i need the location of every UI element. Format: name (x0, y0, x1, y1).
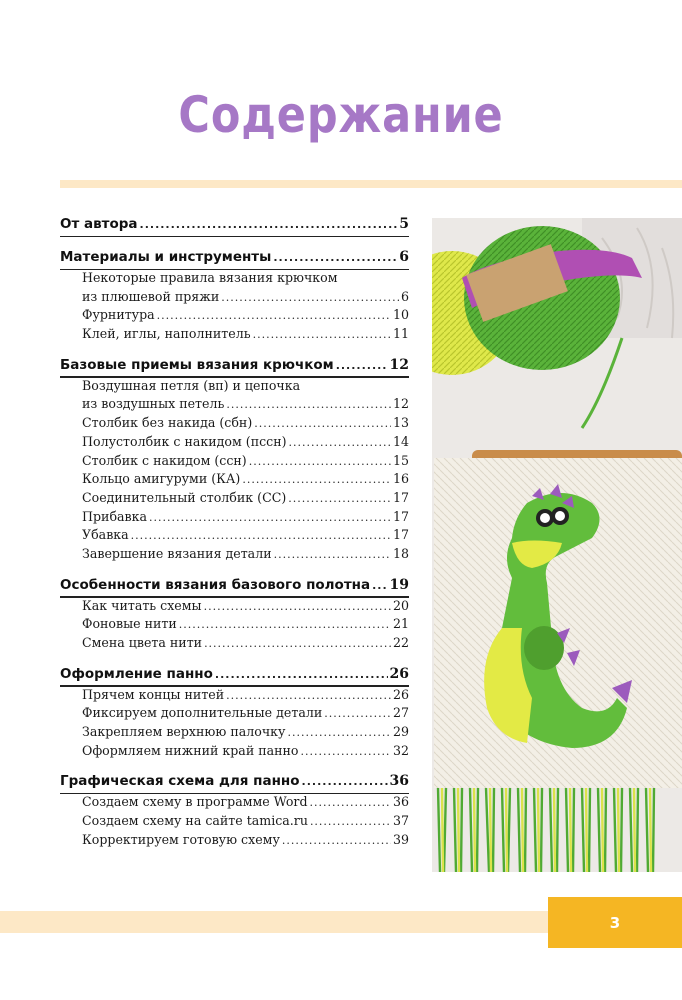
leader-dots (372, 579, 387, 592)
toc-entry-title: Фиксируем дополнительные детали (82, 705, 323, 721)
toc-entry-title: Клей, иглы, наполнитель (82, 326, 251, 342)
toc-entry[interactable] (60, 598, 409, 617)
toc-entry-title: Воздушная петля (вп) и цепочка (82, 377, 301, 393)
leader-dots (204, 600, 391, 613)
toc-entry[interactable] (60, 724, 409, 743)
toc-entry-title: Завершение вязания детали (82, 545, 272, 561)
toc-entry-page: 39 (392, 831, 409, 847)
toc-section[interactable] (60, 249, 409, 270)
leader-dots (274, 548, 391, 561)
toc-entry-title: Как читать схемы (82, 597, 202, 613)
toc-entry[interactable] (60, 396, 409, 415)
toc-entry[interactable] (60, 289, 409, 308)
toc-section-title: От автора (60, 216, 138, 232)
toc-section-title: Оформление панно (60, 665, 213, 682)
toc-section-page: 19 (389, 576, 409, 593)
leader-dots (273, 251, 397, 264)
toc-entry[interactable] (60, 453, 409, 472)
table-of-contents (60, 216, 409, 851)
bottom-divider-band (0, 911, 548, 933)
toc-section-title: Особенности вязания базового полотна (60, 576, 371, 593)
toc-entry-title: Прибавка (82, 508, 147, 524)
toc-section[interactable] (60, 666, 409, 687)
toc-entry-page: 26 (392, 686, 409, 702)
toc-entry[interactable] (60, 687, 409, 706)
toc-section-page: 12 (389, 356, 409, 373)
toc-entry[interactable] (60, 270, 409, 289)
top-divider-band (60, 180, 682, 188)
toc-entry-page: 12 (392, 396, 409, 412)
leader-dots (179, 618, 391, 631)
leader-dots (249, 455, 391, 468)
toc-entry[interactable] (60, 326, 409, 345)
toc-entry-page: 10 (392, 307, 409, 323)
toc-entry-page: 15 (392, 452, 409, 468)
leader-dots (140, 218, 398, 231)
toc-entry-title: из плюшевой пряжи (82, 288, 220, 304)
toc-entry-page: 6 (400, 288, 409, 304)
toc-entry-page: 37 (392, 813, 409, 829)
toc-entry-title: Столбик с накидом (ссн) (82, 452, 247, 468)
toc-entry[interactable] (60, 705, 409, 724)
leader-dots (149, 511, 391, 524)
toc-entry[interactable] (60, 635, 409, 654)
toc-entry-title: Кольцо амигуруми (КА) (82, 471, 241, 487)
leader-dots (282, 834, 391, 847)
toc-entry-page: 29 (392, 724, 409, 740)
toc-entry-page: 17 (392, 527, 409, 543)
page-number: 3 (609, 913, 621, 932)
toc-entry-page: 22 (392, 635, 409, 650)
leader-dots (287, 726, 391, 739)
leader-dots (310, 815, 391, 828)
leader-dots (289, 436, 391, 449)
toc-section-page: 26 (389, 665, 409, 682)
leader-dots (324, 707, 391, 720)
toc-entry-title: Корректируем готовую схему (82, 831, 280, 847)
toc-entry[interactable] (60, 616, 409, 635)
section-underline (60, 236, 409, 238)
leader-dots (253, 328, 391, 341)
toc-entry-page: 20 (392, 597, 409, 613)
toc-section[interactable] (60, 357, 409, 378)
leader-dots (226, 398, 391, 411)
toc-entry-title: Закрепляем верхнюю палочку (82, 724, 286, 740)
toc-entry-page: 17 (392, 489, 409, 505)
toc-entry-page: 32 (392, 742, 409, 758)
toc-entry[interactable] (60, 546, 409, 565)
toc-entry-title: Соединительный столбик (СС) (82, 489, 287, 505)
toc-entry-page: 16 (392, 471, 409, 487)
leader-dots (131, 529, 391, 542)
toc-entry-title: Прячем концы нитей (82, 686, 225, 702)
toc-entry-title: Полустолбик с накидом (пссн) (82, 433, 287, 449)
toc-entry[interactable] (60, 378, 409, 397)
toc-entry[interactable] (60, 415, 409, 434)
leader-dots (204, 637, 391, 650)
toc-section-page: 36 (389, 773, 409, 790)
toc-section[interactable] (60, 216, 409, 237)
crochet-dinosaur-panel-photo (432, 218, 682, 872)
toc-section-page: 6 (399, 249, 409, 265)
toc-entry[interactable] (60, 832, 409, 851)
toc-entry[interactable] (60, 527, 409, 546)
leader-dots (242, 473, 391, 486)
toc-entry-page: 21 (392, 616, 409, 632)
toc-entry[interactable] (60, 434, 409, 453)
leader-dots (288, 492, 391, 505)
toc-entry[interactable] (60, 794, 409, 813)
toc-entry-title: Фоновые нити (82, 616, 177, 632)
toc-entry-page: 14 (392, 433, 409, 449)
page-number-box (548, 897, 682, 948)
leader-dots (301, 745, 391, 758)
leader-dots (157, 309, 391, 322)
toc-entry[interactable] (60, 307, 409, 326)
leader-dots (215, 668, 388, 681)
toc-section-title: Материалы и инструменты (60, 249, 272, 265)
leader-dots (221, 291, 399, 304)
toc-section-page: 5 (399, 216, 409, 232)
toc-section[interactable] (60, 577, 409, 598)
toc-entry-title: Создаем схему на сайте tamica.ru (82, 813, 308, 829)
toc-section[interactable] (60, 773, 409, 794)
leader-dots (254, 417, 391, 430)
leader-dots (310, 796, 391, 809)
toc-entry-title: из воздушных петель (82, 396, 225, 412)
toc-entry-page: 13 (392, 415, 409, 431)
leader-dots (336, 359, 388, 372)
toc-entry-page: 11 (392, 326, 409, 342)
toc-entry[interactable] (60, 471, 409, 490)
toc-entry-page: 36 (392, 794, 409, 810)
toc-section-title: Базовые приемы вязания крючком (60, 356, 334, 373)
toc-entry[interactable] (60, 490, 409, 509)
toc-entry[interactable] (60, 743, 409, 762)
leader-dots (226, 689, 391, 702)
toc-entry-title: Некоторые правила вязания крючком (82, 270, 338, 285)
toc-entry-page: 18 (392, 545, 409, 561)
toc-entry[interactable] (60, 509, 409, 528)
page-title: Содержание (178, 86, 504, 144)
toc-entry-title: Столбик без накида (сбн) (82, 415, 253, 431)
toc-section-title: Графическая схема для панно (60, 773, 300, 790)
toc-entry-page: 27 (392, 705, 409, 721)
toc-entry-title: Фурнитура (82, 307, 155, 323)
toc-entry-title: Убавка (82, 527, 129, 543)
toc-entry-title: Создаем схему в программе Word (82, 794, 308, 810)
toc-entry-page: 17 (392, 508, 409, 524)
toc-entry[interactable] (60, 813, 409, 832)
leader-dots (302, 775, 388, 788)
toc-entry-title: Оформляем нижний край панно (82, 742, 299, 758)
toc-entry-title: Смена цвета нити (82, 635, 203, 650)
